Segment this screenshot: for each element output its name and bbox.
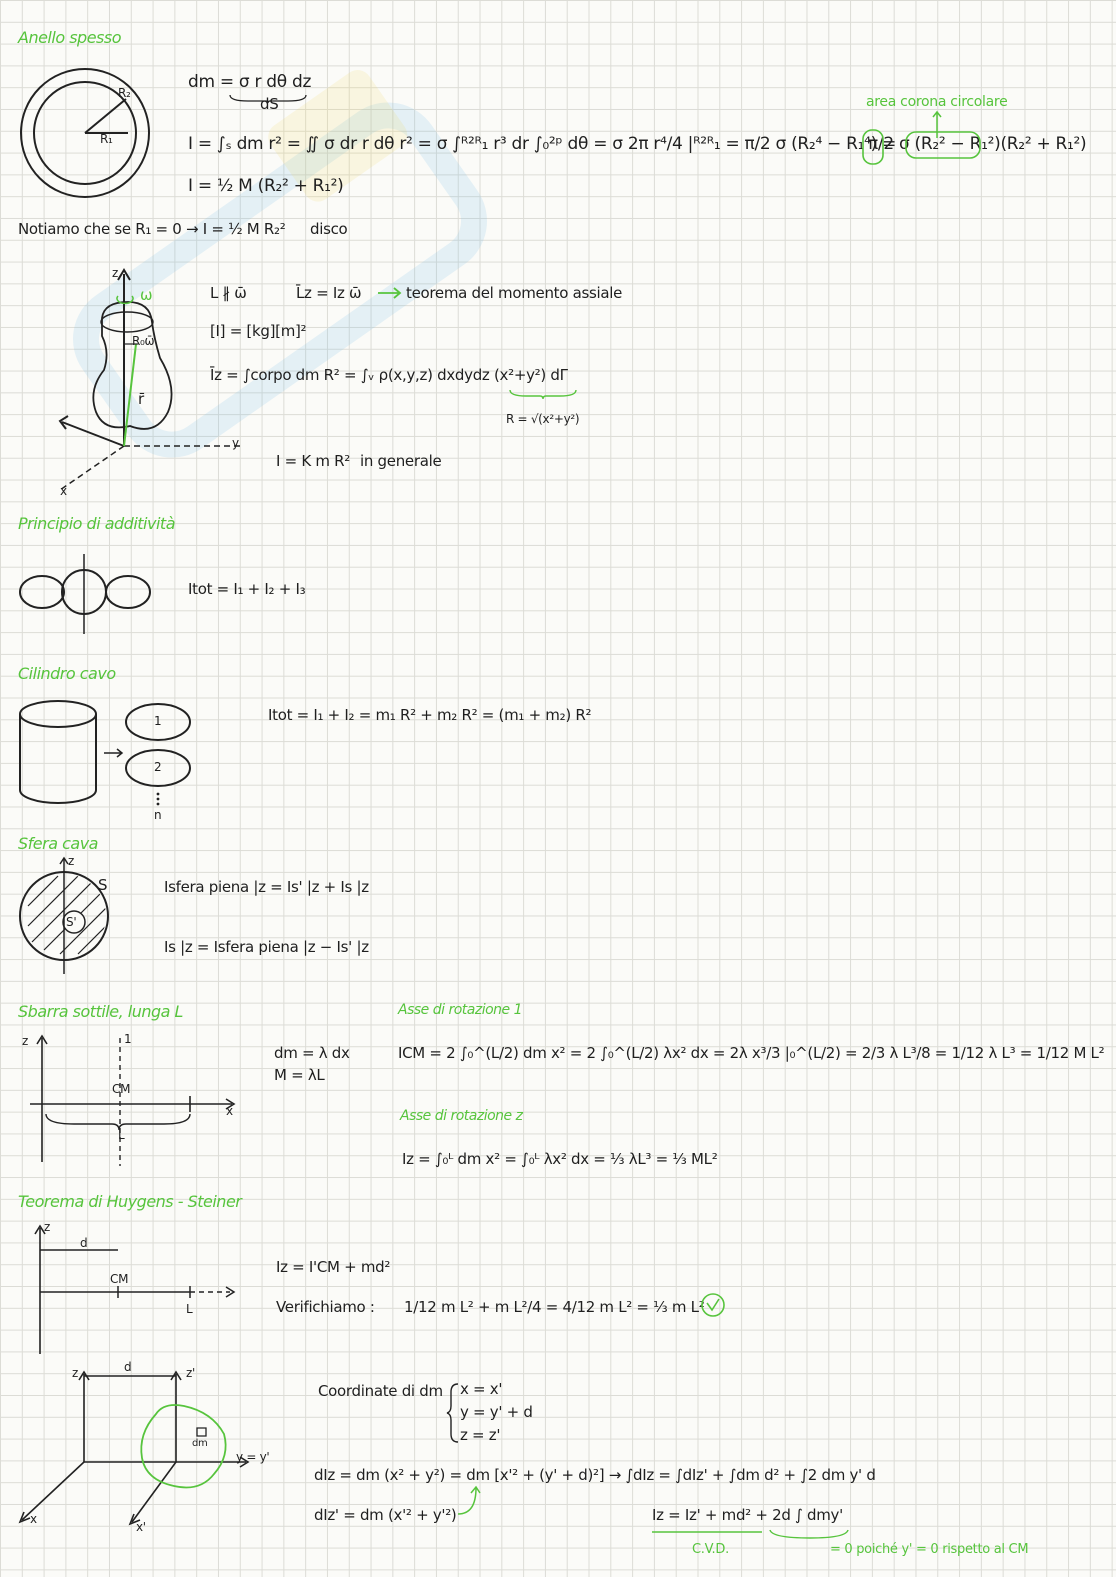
note-disco: Notiamo che se R₁ = 0 → I = ½ M R₂² — [18, 220, 286, 238]
label-disc-1: 1 — [154, 714, 162, 728]
eq-steiner: Iz = I'CM + md² — [276, 1258, 391, 1276]
note-disco-label: disco — [310, 220, 348, 238]
label-z-3d: z — [72, 1366, 78, 1380]
figure-hollow-cylinder — [18, 698, 198, 818]
eq-coord-z: z = z' — [460, 1426, 501, 1444]
eq-r-definition: R = √(x²+y²) — [506, 412, 580, 426]
label-l-steiner: L — [186, 1302, 193, 1316]
eq-coord-y: y = y' + d — [460, 1403, 533, 1421]
eq-verify: 1/12 m L² + m L²/4 = 4/12 m L² = ⅓ m L² — [404, 1298, 705, 1316]
eq-inertia-ring-2: I = ½ M (R₂² + R₁²) — [188, 176, 344, 196]
heading-anello: Anello spesso — [18, 28, 121, 47]
heading-asse-1: Asse di rotazione 1 — [398, 1002, 522, 1018]
eq-itot-additivity: Itot = I₁ + I₂ + I₃ — [188, 580, 306, 598]
label-dm-3d: dm — [192, 1438, 208, 1449]
eq-diz-prime: dIz' = dm (x'² + y'²) — [314, 1506, 457, 1524]
green-arrow — [376, 287, 404, 299]
label-axis-1: 1 — [124, 1032, 132, 1046]
label-verifichiamo: Verifichiamo : — [276, 1298, 375, 1316]
eq-iz-rod: Iz = ∫₀ᴸ dm x² = ∫₀ᴸ λx² dx = ⅓ λL³ = ⅓ ML² — [402, 1150, 718, 1168]
label-z-sphere: z — [68, 854, 74, 868]
eq-lz: L̄z = Iz ω̄ — [296, 284, 362, 302]
label-omega: ω — [140, 286, 153, 304]
underline-final — [650, 1528, 890, 1542]
label-x-3d: x — [30, 1512, 37, 1526]
eq-dm-rod: dm = λ dx — [274, 1044, 350, 1062]
figure-additivity — [18, 550, 153, 638]
label-d-steiner: d — [80, 1236, 88, 1250]
label-z-prime-3d: z' — [186, 1366, 195, 1380]
eq-diz: dIz = dm (x² + y²) = dm [x'² + (y' + d)²] → ∫dIz = ∫dIz' + ∫dm d² + ∫2 dm y' d — [314, 1466, 876, 1484]
label-disc-2: 2 — [154, 760, 162, 774]
eq-itot-cylinder: Itot = I₁ + I₂ = m₁ R² + m₂ R² = (m₁ + m₂) R² — [268, 706, 592, 724]
heading-cilindro: Cilindro cavo — [18, 664, 116, 683]
eq-m-rod: M = λL — [274, 1066, 325, 1084]
note-zero: = 0 poiché y' = 0 rispetto al CM — [830, 1542, 1029, 1557]
label-y-3d: y = y' — [236, 1450, 270, 1464]
heading-steiner: Teorema di Huygens - Steiner — [18, 1192, 242, 1211]
annotation-area-corona: area corona circolare — [866, 94, 1008, 110]
label-x-axis: x — [60, 484, 67, 498]
label-cm-steiner: CM — [110, 1272, 129, 1286]
figure-thin-rod — [24, 1030, 239, 1168]
label-x-rod: x — [226, 1104, 233, 1118]
figure-thick-ring — [18, 66, 153, 201]
eq-general-note: in generale — [360, 452, 442, 470]
eq-sphere-1: Isfera piena |z = Is' |z + Is |z — [164, 878, 369, 896]
eq-inertia-ring-tail: π/2 σ (R₂² − R₁²)(R₂² + R₁²) — [868, 134, 1087, 154]
figure-steiner-rod — [30, 1220, 240, 1358]
label-z-rod: z — [22, 1034, 28, 1048]
label-coordinate-dm: Coordinate di dm — [318, 1382, 443, 1400]
green-link-arrow — [454, 1484, 484, 1518]
eq-iz-integral: Īz = ∫corpo dm R² = ∫ᵥ ρ(x,y,z) dxdydz (x²+y²) dΓ — [210, 366, 568, 384]
eq-icm-rod: ICM = 2 ∫₀^(L/2) dm x² = 2 ∫₀^(L/2) λx² dx = 2λ x³/3 |₀^(L/2) = 2/3 λ L³/8 = 1/12 λ L³ = 1/12 M L² — [398, 1044, 1105, 1062]
label-length-rod: L — [118, 1128, 125, 1142]
eq-teorema-momento: teorema del momento assiale — [406, 284, 623, 302]
label-r-vector: r̄ — [138, 390, 144, 408]
heading-asse-z: Asse di rotazione z — [400, 1108, 523, 1124]
label-y-axis: y — [232, 436, 239, 450]
label-cvd: C.V.D. — [692, 1542, 729, 1557]
label-r1: R₁ — [100, 132, 113, 146]
heading-sfera: Sfera cava — [18, 834, 98, 853]
label-r-omega: R₀ω̄ — [132, 334, 155, 348]
brace-coordinates — [446, 1382, 460, 1444]
label-z-axis: z — [112, 266, 118, 280]
eq-inertia-ring: I = ∫ₛ dm r² = ∬ σ dr r dθ r² = σ ∫ᴿ²ᴿ₁ r³ dr ∫₀²ᵖ dθ = σ 2π r⁴/4 |ᴿ²ᴿ₁ = π/2 σ (R₂⁴ − R₁⁴) = — [188, 134, 897, 154]
label-disc-n: n — [154, 808, 162, 822]
eq-ds: dS — [260, 95, 279, 113]
heading-additivita: Principio di additività — [18, 514, 175, 533]
underbrace-r — [508, 388, 578, 400]
eq-sphere-2: Is |z = Isfera piena |z − Is' |z — [164, 938, 369, 956]
green-circles — [862, 128, 982, 168]
label-z-steiner: z — [44, 1220, 50, 1234]
check-icon — [700, 1292, 726, 1318]
label-d-3d: d — [124, 1360, 132, 1374]
eq-l-not-parallel: L ∦ ω̄ — [210, 284, 247, 302]
eq-dm-ring: dm = σ r dθ dz — [188, 72, 312, 92]
label-s-inner: S' — [66, 915, 77, 929]
label-r2: R₂ — [118, 86, 131, 100]
heading-sbarra: Sbarra sottile, lunga L — [18, 1002, 183, 1021]
label-x-prime-3d: x' — [136, 1520, 146, 1534]
label-s-outer: S — [98, 876, 108, 894]
eq-general-k: I = K m R² — [276, 452, 350, 470]
label-cm-rod: CM — [112, 1082, 131, 1096]
eq-final-steiner: Iz = Iz' + md² + 2d ∫ dmy' — [652, 1506, 843, 1524]
eq-units: [I] = [kg][m]² — [210, 322, 307, 340]
eq-coord-x: x = x' — [460, 1380, 503, 1398]
